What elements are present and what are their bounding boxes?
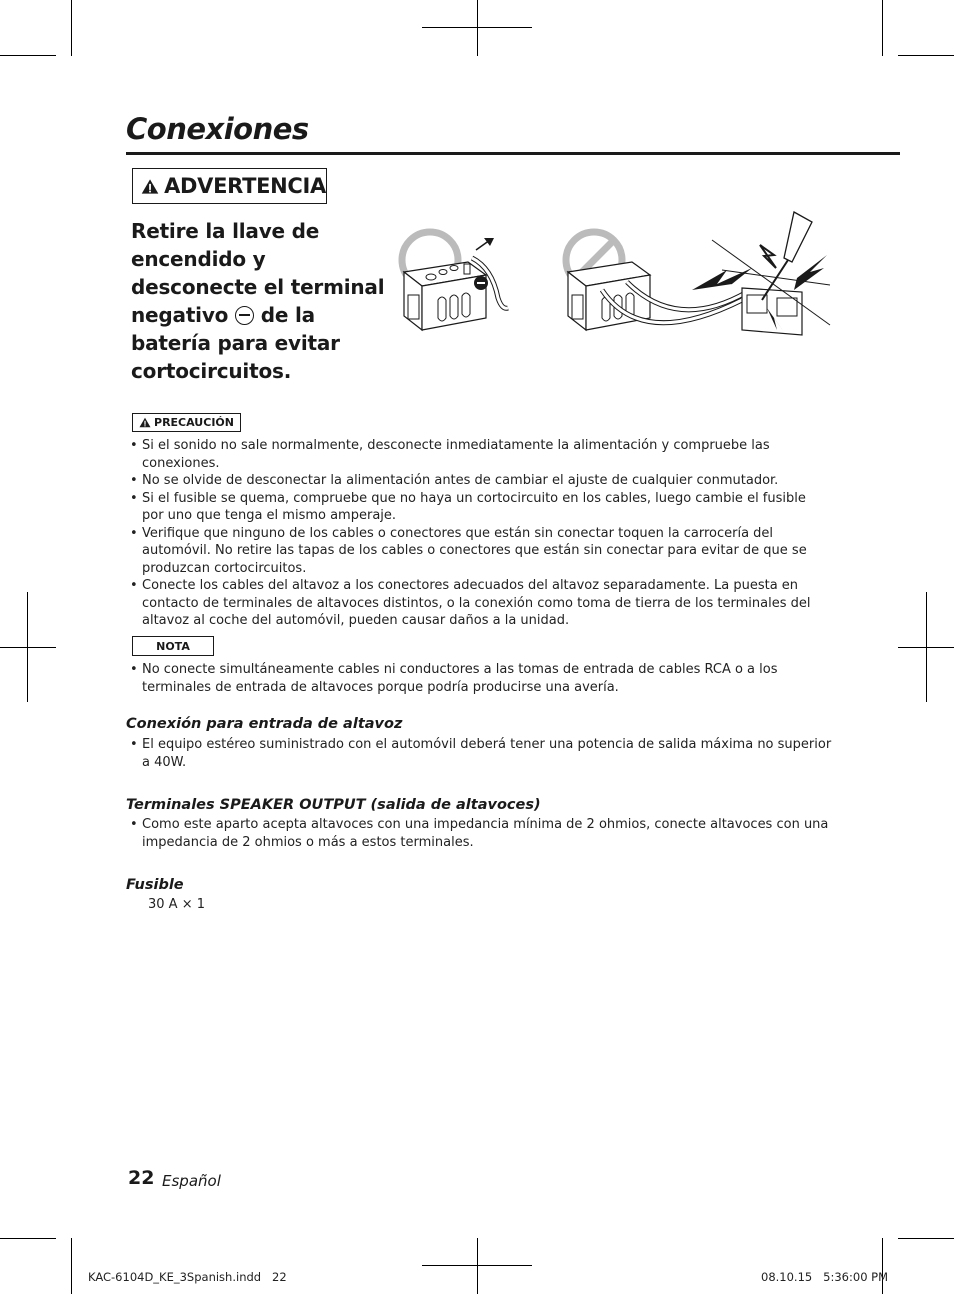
battery-disconnect-illustration (398, 220, 523, 345)
section-list (126, 816, 836, 851)
crop-mark (0, 647, 56, 648)
section-list (126, 736, 836, 771)
list-item: • Como este aparto acepta altavoces con una impedancia mínima de 2 ohmios, conecte altavoces con una impedancia de 2 ohmios o más a estos terminales. (126, 816, 836, 851)
crop-mark (477, 1238, 478, 1294)
note-label: NOTA (156, 639, 190, 653)
negative-terminal-icon (235, 306, 254, 325)
crop-mark (0, 55, 56, 56)
section-title: Terminales SPEAKER OUTPUT (salida de altavoces) (126, 797, 541, 813)
crop-mark (0, 1238, 56, 1239)
crop-mark (422, 27, 532, 28)
list-item: • Conecte los cables del altavoz a los conectores adecuados del altavoz separadamente. La puesta en contacto de terminales de altavoces distintos, o la conexión como toma de tierra de los terminales del altavoz al coche del automóvil, pueden causar daños a la unidad. (126, 577, 826, 630)
crop-mark (882, 1238, 883, 1294)
warning-text-part1: Retire la llave de encendido y desconecte el terminal negativo (131, 219, 385, 327)
fuse-value: 30 A × 1 (148, 897, 205, 912)
crop-mark (71, 1238, 72, 1294)
note-label-box (132, 636, 214, 656)
warning-triangle-icon (139, 417, 151, 428)
list-item: • Si el sonido no sale normalmente, desconecte inmediatamente la alimentación y compruebe las conexiones. (126, 437, 826, 472)
list-item: • No conecte simultáneamente cables ni conductores a las tomas de entrada de cables RCA o a los terminales de entrada de altavoces porque podría producirse una avería. (126, 661, 826, 696)
note-list (126, 661, 826, 696)
warning-triangle-icon (141, 176, 159, 197)
crop-mark (898, 647, 954, 648)
short-circuit-illustration (562, 200, 832, 350)
warning-text (131, 217, 391, 385)
crop-mark (422, 1265, 532, 1266)
warning-text-part2: de la batería para evitar cortocircuitos. (131, 303, 340, 383)
crop-mark (71, 0, 72, 56)
list-item: • Verifique que ninguno de los cables o conectores que están sin conectar toquen la carrocería del automóvil. No retire las tapas de los cables o conectores que están sin conectar para evitar de que se produzcan cortocircuitos. (126, 525, 826, 578)
list-item: • No se olvide de desconectar la alimentación antes de cambiar el ajuste de cualquier conmutador. (126, 472, 826, 490)
section-title: Fusible (126, 877, 184, 893)
print-timestamp: 08.10.15 5:36:00 PM (761, 1270, 889, 1284)
caution-label-box (132, 413, 241, 432)
warning-box (132, 168, 327, 204)
section-title: Conexión para entrada de altavoz (126, 716, 403, 732)
caution-list (126, 437, 826, 630)
warning-label: ADVERTENCIA (164, 174, 326, 198)
caution-label: PRECAUCIÓN (154, 416, 234, 429)
page-number: 22 (128, 1167, 155, 1189)
crop-mark (882, 0, 883, 56)
page-language: Español (162, 1172, 221, 1190)
list-item: • El equipo estéreo suministrado con el automóvil deberá tener una potencia de salida máxima no superior a 40W. (126, 736, 836, 771)
list-item: • Si el fusible se quema, compruebe que no haya un cortocircuito en los cables, luego cambie el fusible por uno que tenga el mismo amperaje. (126, 490, 826, 525)
file-slug: KAC-6104D_KE_3Spanish.indd 22 (88, 1270, 287, 1284)
crop-mark (898, 55, 954, 56)
title-rule (126, 152, 900, 155)
crop-mark (898, 1238, 954, 1239)
crop-mark (477, 0, 478, 56)
page-title: Conexiones (126, 112, 309, 146)
